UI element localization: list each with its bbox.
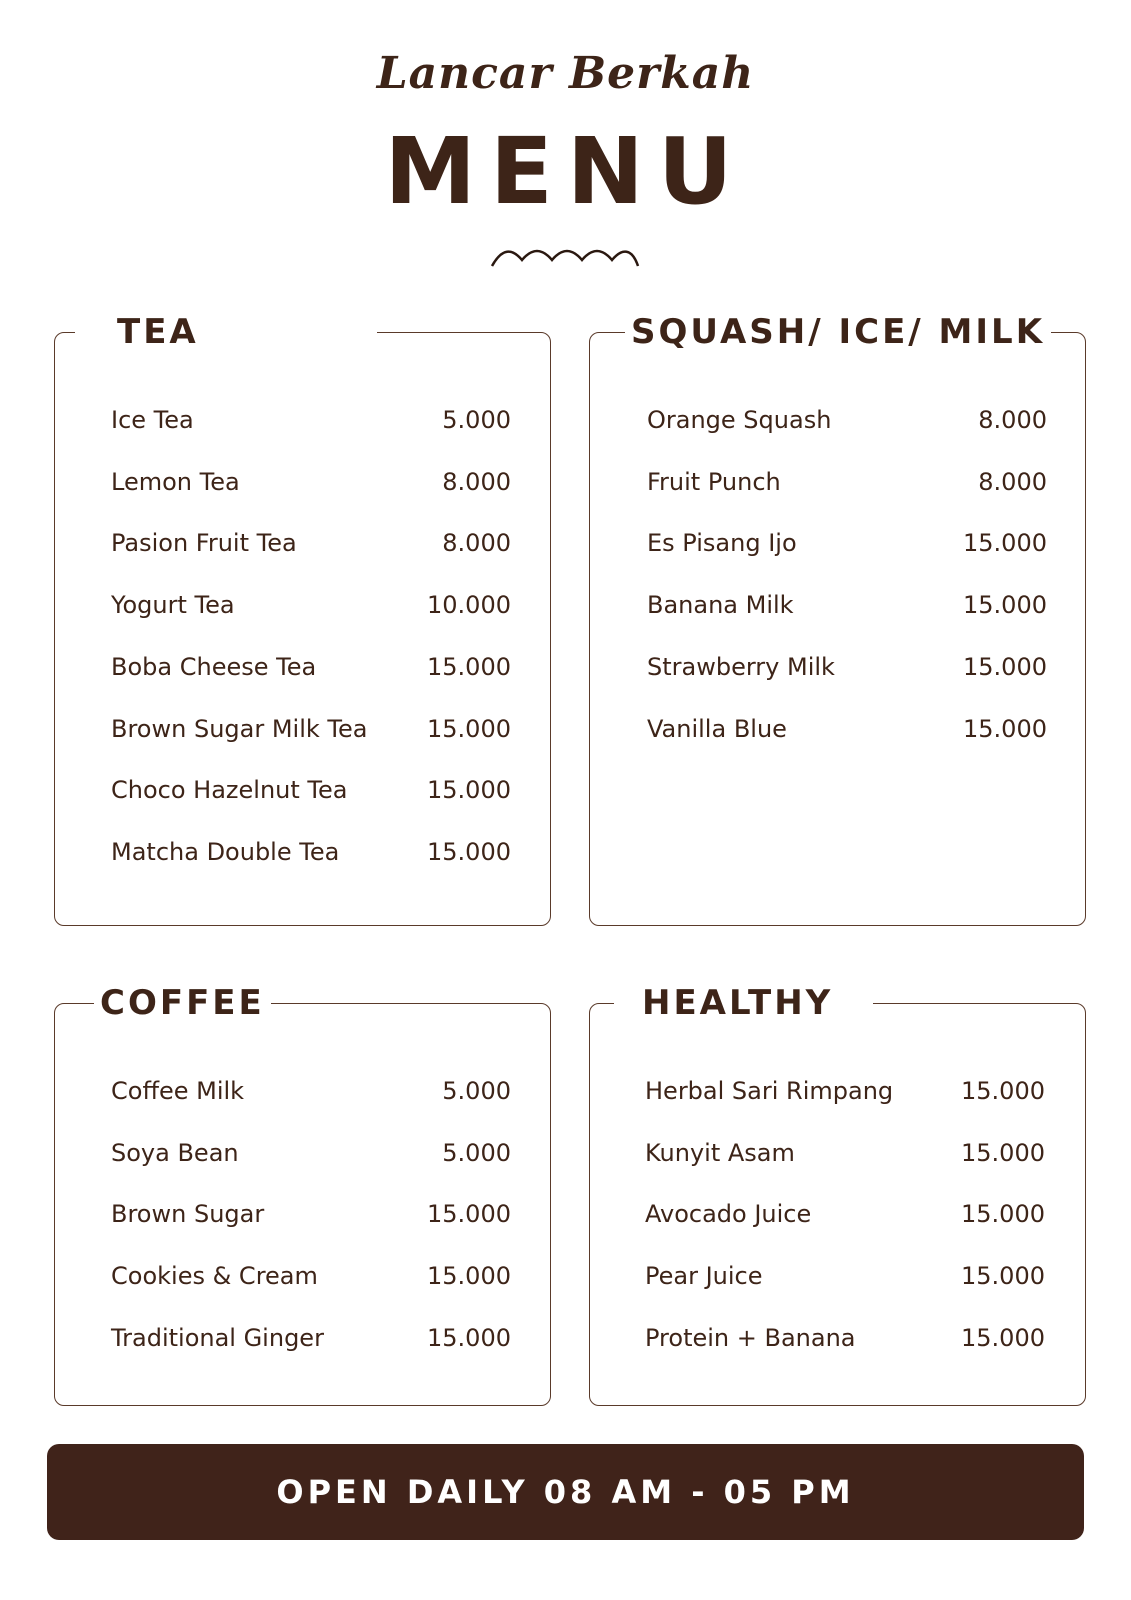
menu-item-price: 8.000 [442, 529, 511, 558]
menu-item [111, 775, 511, 805]
menu-item-name: Soya Bean [111, 1138, 239, 1167]
menu-item-name: Es Pisang Ijo [647, 529, 797, 558]
menu-item [111, 837, 511, 867]
menu-item-name: Traditional Ginger [111, 1323, 324, 1352]
menu-item [647, 714, 1047, 744]
menu-item-price: 8.000 [442, 467, 511, 496]
menu-item-name: Brown Sugar [111, 1200, 265, 1229]
coffee-section-title: COFFEE [94, 983, 271, 1023]
menu-item [645, 1138, 1045, 1168]
menu-item [111, 1323, 511, 1353]
menu-item-price: 15.000 [427, 837, 511, 866]
menu-item [111, 1076, 511, 1106]
menu-item [111, 405, 511, 435]
menu-item-name: Vanilla Blue [647, 714, 787, 743]
menu-item [647, 590, 1047, 620]
menu-item-price: 8.000 [978, 467, 1047, 496]
menu-item-name: Protein + Banana [645, 1323, 856, 1352]
menu-item-name: Orange Squash [647, 406, 832, 434]
opening-hours-text: OPEN DAILY 08 AM - 05 PM [276, 1473, 855, 1511]
menu-item-name: Lemon Tea [111, 467, 240, 496]
menu-item-name: Herbal Sari Rimpang [645, 1077, 894, 1105]
menu-item-price: 15.000 [961, 1200, 1045, 1229]
menu-item-name: Cookies & Cream [111, 1262, 318, 1291]
menu-item [111, 652, 511, 682]
menu-item-price: 15.000 [961, 1077, 1045, 1105]
menu-item-name: Brown Sugar Milk Tea [111, 714, 368, 743]
healthy-section-title: HEALTHY [614, 983, 873, 1023]
menu-item-price: 10.000 [427, 591, 511, 620]
menu-item [647, 652, 1047, 682]
menu-item [645, 1076, 1045, 1106]
menu-item-price: 5.000 [442, 1077, 511, 1105]
menu-item [111, 590, 511, 620]
menu-item-price: 15.000 [961, 1323, 1045, 1352]
menu-item-price: 15.000 [427, 652, 511, 681]
menu-item-name: Pear Juice [645, 1262, 763, 1291]
menu-item-name: Boba Cheese Tea [111, 652, 317, 681]
menu-item [647, 467, 1047, 497]
menu-item-name: Choco Hazelnut Tea [111, 776, 348, 805]
menu-item [111, 1138, 511, 1168]
menu-item-price: 15.000 [427, 1323, 511, 1352]
menu-item-price: 15.000 [963, 652, 1047, 681]
menu-item-name: Matcha Double Tea [111, 837, 340, 866]
menu-item-price: 15.000 [427, 776, 511, 805]
menu-item [111, 1199, 511, 1229]
menu-item-name: Strawberry Milk [647, 652, 835, 681]
squiggle-divider [490, 246, 640, 270]
menu-item [647, 528, 1047, 558]
menu-item-price: 15.000 [961, 1138, 1045, 1167]
menu-item-name: Banana Milk [647, 591, 794, 620]
menu-item-price: 15.000 [961, 1262, 1045, 1291]
menu-item [111, 467, 511, 497]
menu-item-price: 15.000 [427, 714, 511, 743]
squash-section-title: SQUASH/ ICE/ MILK [625, 312, 1051, 352]
menu-item-name: Coffee Milk [111, 1077, 245, 1105]
menu-item-name: Yogurt Tea [111, 591, 235, 620]
menu-item [111, 528, 511, 558]
menu-item-name: Avocado Juice [645, 1200, 812, 1229]
menu-item-price: 15.000 [427, 1262, 511, 1291]
menu-item-price: 15.000 [427, 1200, 511, 1229]
menu-item-price: 15.000 [963, 591, 1047, 620]
menu-item-name: Fruit Punch [647, 467, 781, 496]
menu-item-price: 8.000 [978, 406, 1047, 434]
menu-item-price: 15.000 [963, 529, 1047, 558]
menu-item-name: Pasion Fruit Tea [111, 529, 297, 558]
menu-item [111, 1261, 511, 1291]
menu-item-name: Ice Tea [111, 406, 194, 434]
menu-item-name: Kunyit Asam [645, 1138, 795, 1167]
brand-name: Lancar Berkah [376, 48, 755, 99]
menu-item-price: 15.000 [963, 714, 1047, 743]
menu-item-price: 5.000 [442, 1138, 511, 1167]
menu-item-price: 5.000 [442, 406, 511, 434]
menu-item [645, 1199, 1045, 1229]
menu-item [111, 714, 511, 744]
menu-item [645, 1261, 1045, 1291]
opening-hours-banner [47, 1444, 1084, 1540]
menu-item [645, 1323, 1045, 1353]
menu-item [647, 405, 1047, 435]
tea-section-title: TEA [75, 312, 377, 352]
menu-title: MENU [384, 118, 747, 225]
